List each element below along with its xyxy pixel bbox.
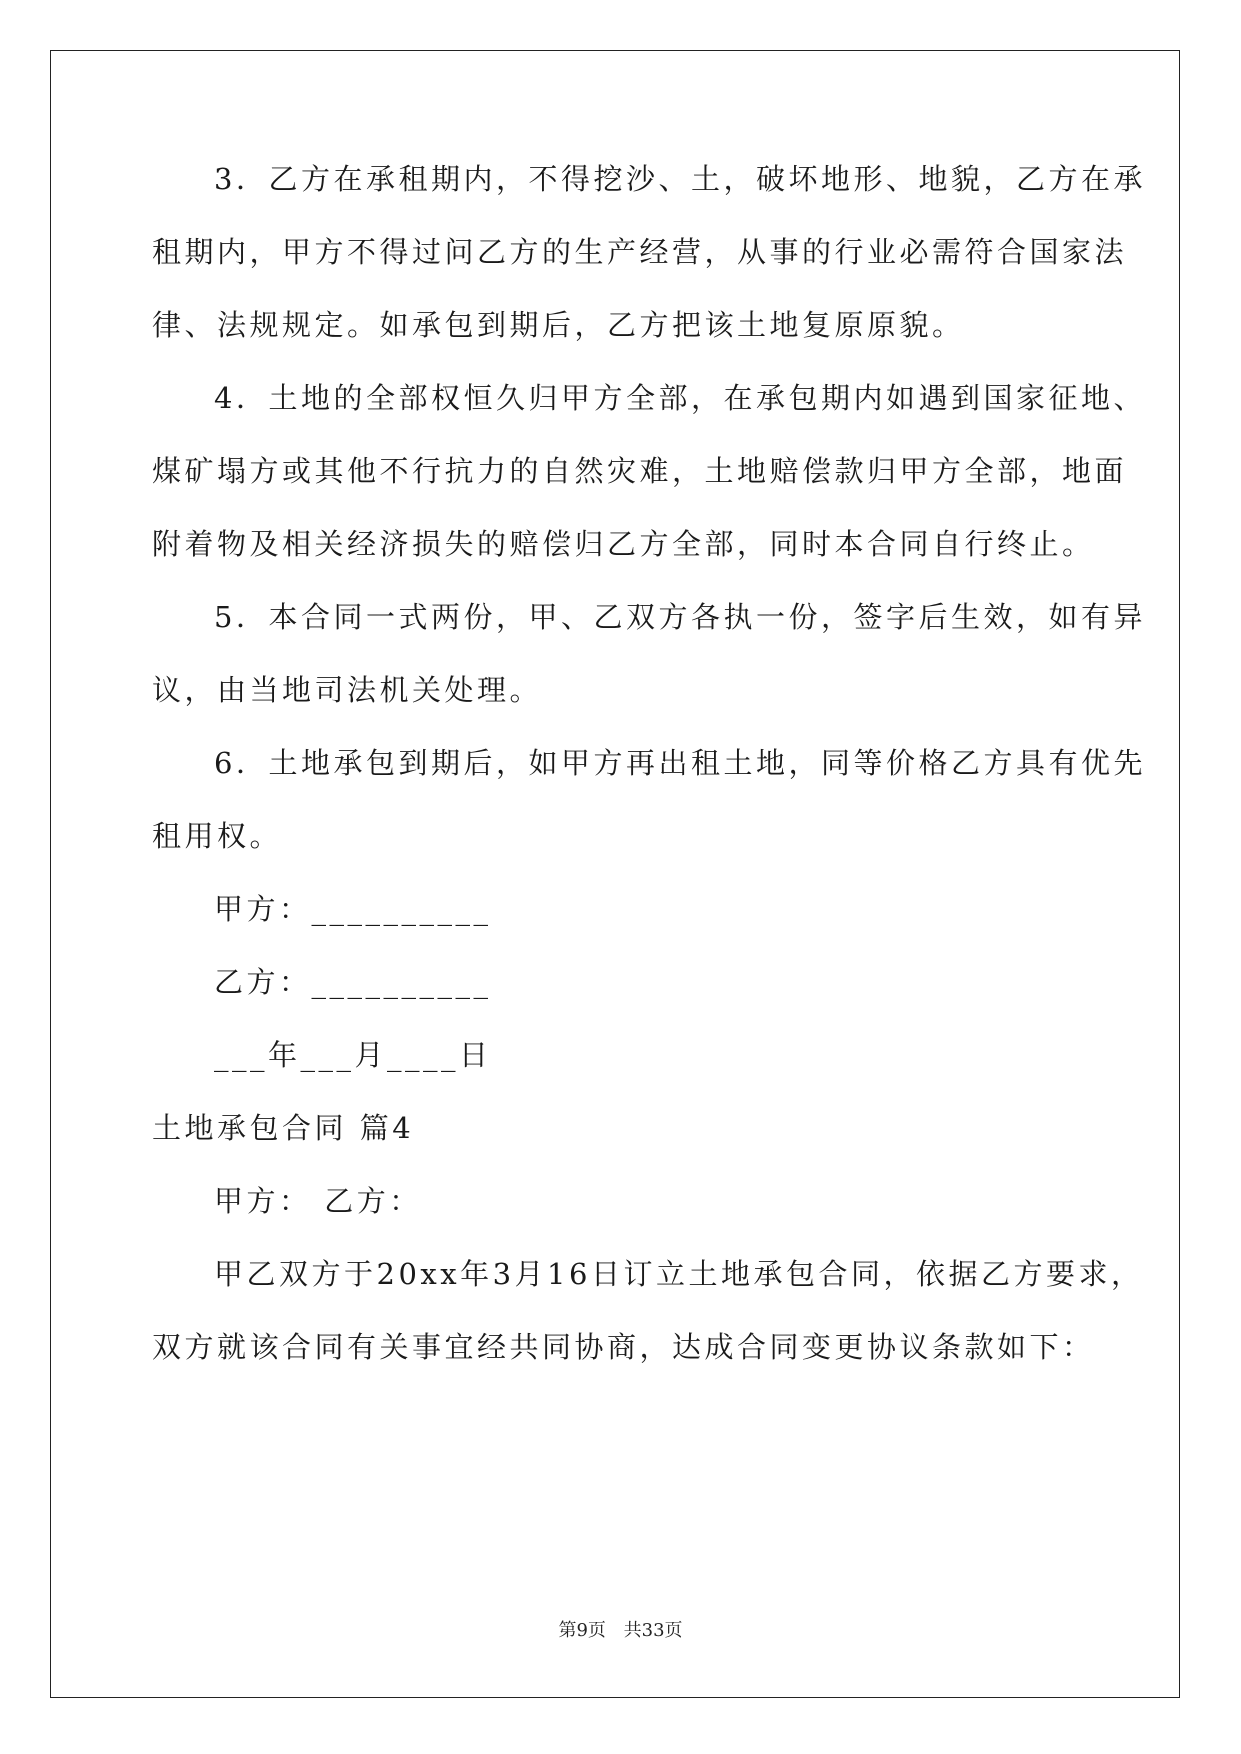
- section-title: 土地承包合同 篇4: [152, 1111, 415, 1145]
- clause-6-line-1: 6．土地承包到期后，如甲方再出租土地，同等价格乙方具有优先: [214, 746, 1146, 780]
- clause-3-line-3: 律、法规规定。如承包到期后，乙方把该土地复原原貌。: [152, 308, 965, 342]
- clause-3-line-1: 3．乙方在承租期内，不得挖沙、土，破坏地形、地貌，乙方在承: [214, 162, 1146, 196]
- clause-5-line-2: 议，由当地司法机关处理。: [152, 673, 543, 707]
- intro-line-1: 甲乙双方于20xx年3月16日订立土地承包合同，依据乙方要求，: [214, 1257, 1144, 1291]
- page-total: 共33页: [623, 1620, 683, 1641]
- clause-4-line-1: 4．土地的全部权恒久归甲方全部，在承包期内如遇到国家征地、: [214, 381, 1146, 415]
- clause-4-line-3: 附着物及相关经济损失的赔偿归乙方全部，同时本合同自行终止。: [152, 527, 1095, 561]
- party-a-signature: 甲方：__________: [214, 892, 492, 926]
- page-footer: [0, 1616, 1241, 1642]
- clause-6-line-2: 租用权。: [152, 819, 283, 853]
- page-border: [50, 50, 1180, 1698]
- clause-3-line-2: 租期内，甲方不得过问乙方的生产经营，从事的行业必需符合国家法: [152, 235, 1128, 269]
- page-number: 第9页: [558, 1620, 606, 1641]
- clause-5-line-1: 5．本合同一式两份，甲、乙双方各执一份，签字后生效，如有异: [214, 600, 1146, 634]
- parties-line: 甲方： 乙方：: [214, 1184, 422, 1218]
- party-b-signature: 乙方：__________: [214, 965, 492, 999]
- intro-line-2: 双方就该合同有关事宜经共同协商，达成合同变更协议条款如下：: [152, 1330, 1095, 1364]
- signature-date: ___年___月____日: [214, 1038, 492, 1072]
- clause-4-line-2: 煤矿塌方或其他不行抗力的自然灾难，土地赔偿款归甲方全部，地面: [152, 454, 1128, 488]
